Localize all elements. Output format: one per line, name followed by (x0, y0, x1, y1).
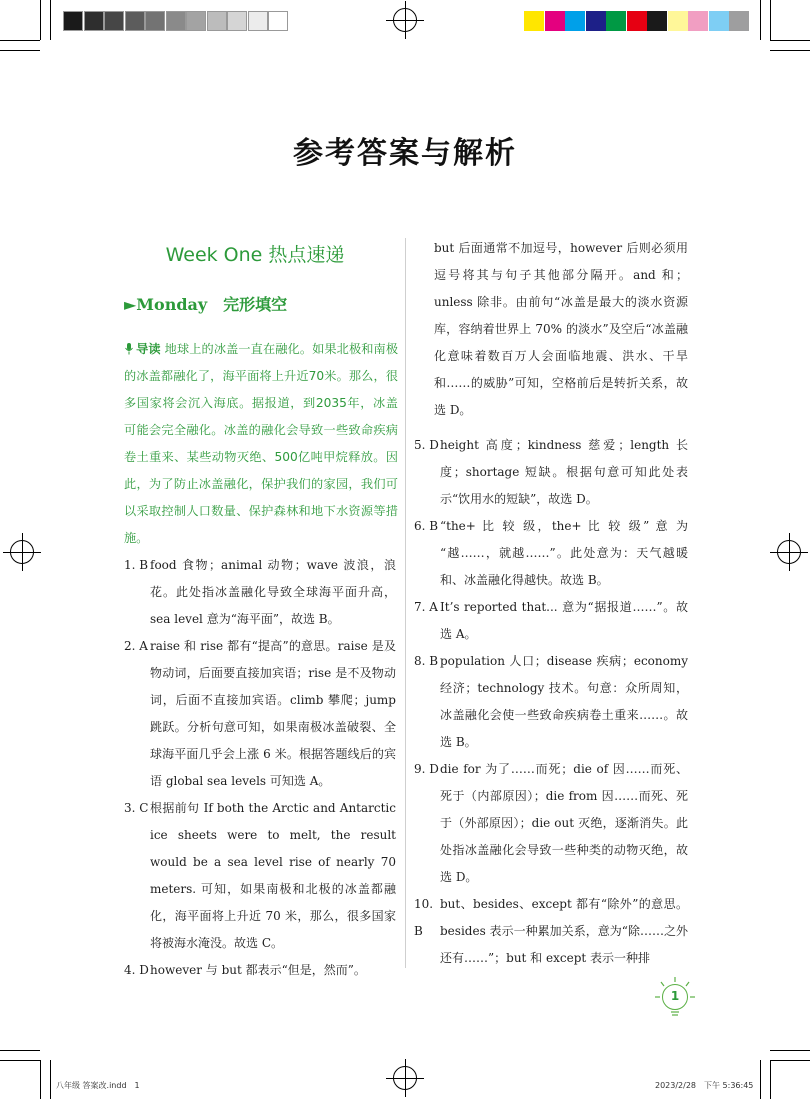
answer-item (124, 795, 396, 957)
right-column (414, 235, 688, 972)
answer-item (414, 891, 688, 972)
page-number: 1 (662, 984, 688, 1010)
answer-item (414, 594, 688, 648)
footer-filename: 八年级 答案改.indd 1 (56, 1081, 140, 1090)
color-swatch (709, 11, 729, 31)
answer-item (414, 513, 688, 594)
answer-item (124, 552, 396, 633)
answer-number: 1. B (124, 558, 149, 572)
answer-number: 9. D (414, 762, 439, 776)
intro-text: 地球上的冰盖一直在融化。如果北极和南极的冰盖都融化了，海平面将上升近70米。那么，很多国家将会沉入海底。据报道，到2035年，冰盖可能会完全融化。冰盖的融化会导致一些致命疾病卷土重来、某些动物灭绝、500亿吨甲烷释放。因此，为了防止冰盖融化，保护我们的家园，我们可以采取控制人口数量、保护森林和地下水资源等措施。 (124, 342, 399, 545)
intro-paragraph (124, 336, 398, 552)
color-swatch (647, 11, 667, 31)
answer-item (124, 633, 396, 795)
color-swatch (63, 11, 83, 31)
answer-text: “the+ 比 较 级，the+ 比 较 级” 意 为 “越……，就越……”。此处意为：天气越暖和、冰盖融化得越快。故选 B。 (440, 519, 688, 587)
answer-text: 根据前句 If both the Arctic and Antarctic ice sheets were to melt, the result would be a sea level rise of nearly 70 meters. 可知，如果南极和北极的冰盖都融化，海平面将上升近 70 米，那么，很多国家将被海水淹没。故选 C。 (150, 801, 396, 950)
answer-item (414, 432, 688, 513)
footer-timestamp: 2023/2/28 下午 5:36:45 (655, 1081, 754, 1090)
page-title: 参考答案与解析 (293, 136, 517, 171)
color-swatch (606, 11, 626, 31)
intro-badge (124, 342, 161, 356)
answer-item (414, 756, 688, 891)
answer-continuation: but 后面通常不加逗号，however 后则必须用逗号将其与句子其他部分隔开。and 和；unless 除非。由前句“冰盖是最大的淡水资源库，容纳着世界上 70% 的淡水”及空后“冰盖融化意味着数百万人会面临地震、洪水、干旱和……的威胁”可知，空格前后是转折关系，故选 D。 (434, 241, 688, 417)
answer-number: 3. C (124, 801, 149, 815)
color-swatch (524, 11, 544, 31)
answer-number: 7. A (414, 600, 438, 614)
intro-badge-label: 导读 (136, 342, 161, 356)
color-swatch (207, 11, 227, 31)
color-swatch (668, 11, 688, 31)
color-swatch (268, 11, 288, 31)
answer-number: 5. D (414, 438, 439, 452)
registration-mark-right (777, 540, 801, 564)
answer-text: however 与 but 都表示“但是，然而”。 (150, 963, 366, 977)
answer-text: food 食物；animal 动物；wave 波浪，浪花。此处指冰盖融化导致全球海平面升高，sea level 意为“海平面”，故选 B。 (150, 558, 396, 626)
color-swatch (565, 11, 585, 31)
microphone-icon (124, 343, 134, 355)
color-swatch (145, 11, 165, 31)
answer-number: 2. A (124, 639, 148, 653)
answer-number: 8. B (414, 654, 439, 668)
color-swatch (227, 11, 247, 31)
registration-mark-left (10, 540, 34, 564)
color-swatch (186, 11, 206, 31)
answer-text: population 人口；disease 疾病；economy 经济；technology 技术。句意：众所周知，冰盖融化会使一些致命疾病卷土重来……。故选 B。 (440, 654, 688, 749)
color-swatch (586, 11, 606, 31)
answer-number: 6. B (414, 519, 439, 533)
answer-number: 4. D (124, 963, 149, 977)
left-column (124, 552, 396, 984)
color-swatch (688, 11, 708, 31)
answer-text: It’s reported that... 意为“据报道……”。故选 A。 (440, 600, 688, 641)
color-swatch (248, 11, 268, 31)
registration-mark-bottom (393, 1066, 417, 1090)
color-swatch (545, 11, 565, 31)
section-title: ►Monday 完形填空 (124, 295, 288, 314)
color-swatch (104, 11, 124, 31)
color-swatch (729, 11, 749, 31)
column-divider (405, 238, 406, 968)
color-swatch (627, 11, 647, 31)
answer-text: raise 和 rise 都有“提高”的意思。raise 是及物动词，后面要直接加宾语；rise 是不及物动词，后面不直接加宾语。climb 攀爬；jump 跳跃。分析句意可知，如果南极冰盖破裂、全球海平面几乎会上涨 6 米。根据答题线后的宾语 global sea levels 可知选 A。 (150, 639, 396, 788)
answer-text: die for 为了……而死；die of 因……而死、死于（内部原因）；die from 因……而死、死于（外部原因）；die out 灭绝，逐渐消失。此处指冰盖融化会导致一些种类的动物灭绝，故选 D。 (440, 762, 688, 884)
answer-text: height 高度；kindness 慈爱；length 长度；shortage 短缺。根据句意可知此处表示“饮用水的短缺”，故选 D。 (440, 438, 688, 506)
answer-item (414, 648, 688, 756)
registration-mark-top (393, 8, 417, 32)
answer-text: but、besides、except 都有“除外”的意思。besides 表示一种累加关系，意为“除……之外还有……”；but 和 except 表示一种排 (440, 897, 688, 965)
week-title: Week One 热点速递 (165, 244, 345, 266)
color-swatch (84, 11, 104, 31)
color-swatch (125, 11, 145, 31)
answer-number: 10. B (414, 897, 434, 938)
color-swatch (166, 11, 186, 31)
answer-item (124, 957, 396, 984)
